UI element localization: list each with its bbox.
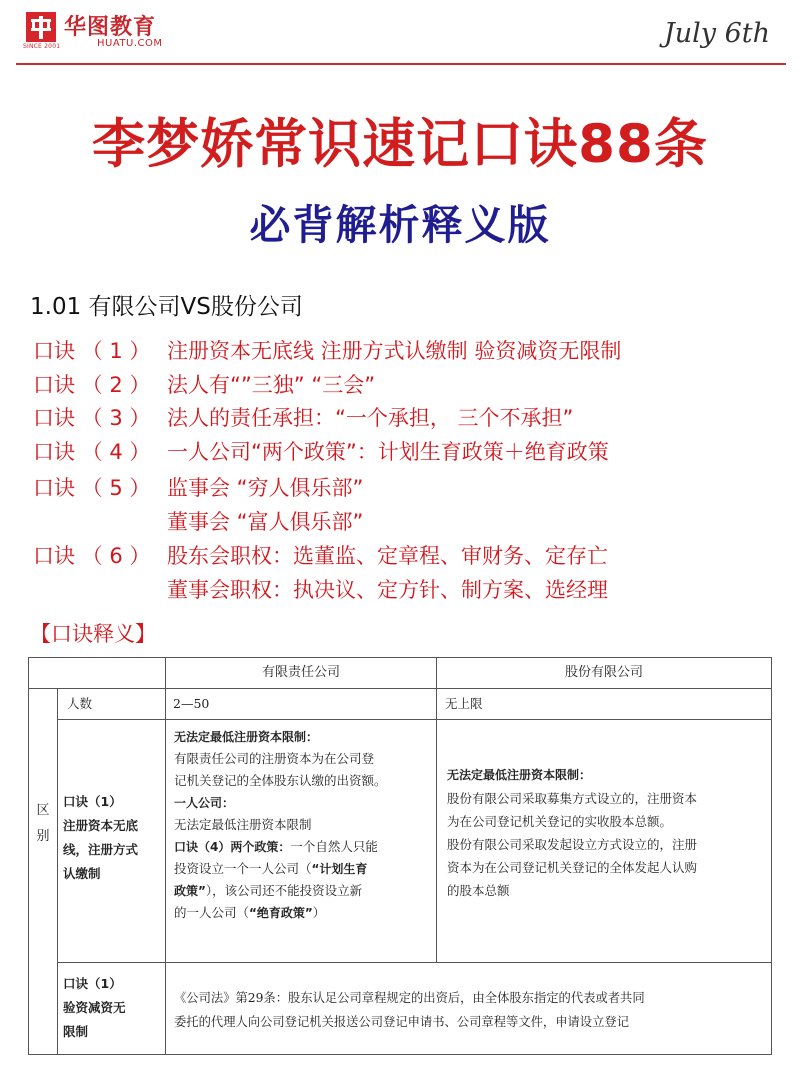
mnemonic-item — [33, 542, 608, 570]
comparison-table — [28, 657, 772, 1055]
mnemonic-item — [33, 404, 573, 432]
cell-line: 有限责任公司的注册资本为在公司登 — [174, 751, 375, 766]
mnemonic-continuation — [167, 508, 363, 536]
cell-line: 资本为在公司登记机关登记的全体发起人认购 — [447, 860, 698, 875]
logo-mark-icon — [26, 12, 56, 42]
cell-line: 一人公司： — [174, 796, 235, 810]
logo-name-cn: 华图教育 — [64, 15, 157, 40]
cell-span: 口诀（4）两个政策： — [174, 840, 291, 854]
cell-line: 无法定最低注册资本限制： — [447, 768, 592, 782]
cell-line: 记机关登记的全体股东认缴的出资额。 — [174, 773, 387, 788]
mnemonic-label: 口诀 （ 5 ） — [33, 476, 151, 500]
row-label-line: 口诀（1） — [63, 976, 122, 991]
table-rule — [57, 688, 58, 1054]
table-cell — [174, 726, 434, 924]
cell-span: 投资设立一个一人公司（ — [174, 861, 312, 876]
mnemonic-text: 董事会 “富人俱乐部” — [167, 510, 364, 534]
table-cell — [447, 764, 767, 902]
table-rule — [165, 658, 166, 1054]
mnemonic-label: 口诀 （ 3 ） — [33, 406, 151, 430]
page-title: 李梦娇常识速记口诀88条 — [92, 114, 708, 175]
table-rule — [436, 658, 437, 962]
mnemonic-text: 法人的责任承担：“一个承担， 三个不承担” — [167, 406, 574, 430]
cell-span: ），该公司还不能投资设立新 — [205, 883, 363, 898]
cell-line — [174, 858, 434, 880]
header-divider — [16, 63, 786, 65]
mnemonic-label: 口诀 （ 6 ） — [33, 544, 151, 568]
cell-line: 无法定最低注册资本限制： — [174, 730, 319, 744]
cell-span: ） — [312, 905, 326, 920]
cell-span: 的一人公司（ — [174, 905, 250, 920]
row-label — [63, 972, 163, 1044]
cell-span: “计划生育 — [311, 862, 368, 876]
cell-line: 股份有限公司采取发起设立方式设立的，注册 — [447, 837, 698, 852]
cell-line: 的股本总额 — [447, 883, 510, 898]
cell-line: 委托的代理人向公司登记机关报送公司登记申请书、公司章程等文件，申请设立登记 — [174, 1015, 629, 1029]
mnemonic-text: 股东会职权：选董监、定章程、审财务、定存亡 — [167, 544, 608, 568]
table-rule — [29, 688, 771, 689]
row-label-line: 线，注册方式 — [63, 842, 139, 857]
table-cell — [174, 986, 768, 1034]
mnemonic-continuation — [167, 576, 608, 604]
cell-span: “绝育政策” — [249, 906, 313, 920]
table-cell: 无上限 — [445, 696, 483, 711]
row-label: 人数 — [67, 696, 93, 711]
mnemonic-text: 一人公司“两个政策”：计划生育政策＋绝育政策 — [167, 440, 609, 464]
mnemonic-item — [33, 438, 609, 466]
date-label: July 6th — [663, 18, 770, 49]
cell-line — [174, 836, 434, 858]
cell-line — [174, 880, 434, 902]
row-label — [63, 790, 163, 886]
cell-span: 一个自然人只能 — [290, 839, 378, 854]
page-subtitle: 必背解析释义版 — [249, 201, 551, 249]
mnemonic-item — [33, 371, 375, 399]
logo-since: SINCE 2001 — [23, 43, 61, 50]
group-label — [29, 798, 57, 850]
cell-span: 政策” — [174, 884, 206, 898]
mnemonic-text: 法人有“”三独” “三会” — [167, 373, 376, 397]
row-label-line: 限制 — [63, 1024, 89, 1039]
explanation-title: 【口诀释义】 — [30, 622, 156, 646]
mnemonic-label: 口诀 （ 2 ） — [33, 373, 151, 397]
section-heading: 1.01 有限公司VS股份公司 — [30, 294, 303, 320]
mnemonic-label: 口诀 （ 1 ） — [33, 339, 151, 363]
group-label-char: 区 — [36, 803, 50, 818]
mnemonic-item — [33, 337, 621, 365]
table-header: 股份有限公司 — [564, 665, 643, 680]
cell-line: 无法定最低注册资本限制 — [174, 817, 312, 832]
logo-name-en: HUATU.COM — [97, 38, 163, 49]
cell-line: 为在公司登记机关登记的实收股本总额。 — [447, 814, 673, 829]
cell-line: 《公司法》第29条：股东认足公司章程规定的出资后，由全体股东指定的代表或者共同 — [174, 991, 645, 1005]
group-label-char: 别 — [36, 829, 50, 844]
row-label-line: 口诀（1） — [63, 794, 122, 809]
cell-line — [174, 902, 434, 924]
mnemonic-label: 口诀 （ 4 ） — [33, 440, 151, 464]
mnemonic-text: 注册资本无底线 注册方式认缴制 验资减资无限制 — [167, 339, 622, 363]
mnemonic-item — [33, 474, 363, 502]
mnemonic-text: 董事会职权：执决议、定方针、制方案、选经理 — [167, 578, 608, 602]
row-label-line: 认缴制 — [63, 866, 101, 881]
row-label-line: 注册资本无底 — [63, 818, 139, 833]
mnemonic-text: 监事会 “穷人俱乐部” — [167, 476, 364, 500]
table-cell: 2—50 — [173, 696, 210, 711]
table-header: 有限责任公司 — [261, 665, 340, 680]
row-label-line: 验资减资无 — [63, 1000, 126, 1015]
cell-line: 股份有限公司采取募集方式设立的，注册资本 — [447, 791, 698, 806]
